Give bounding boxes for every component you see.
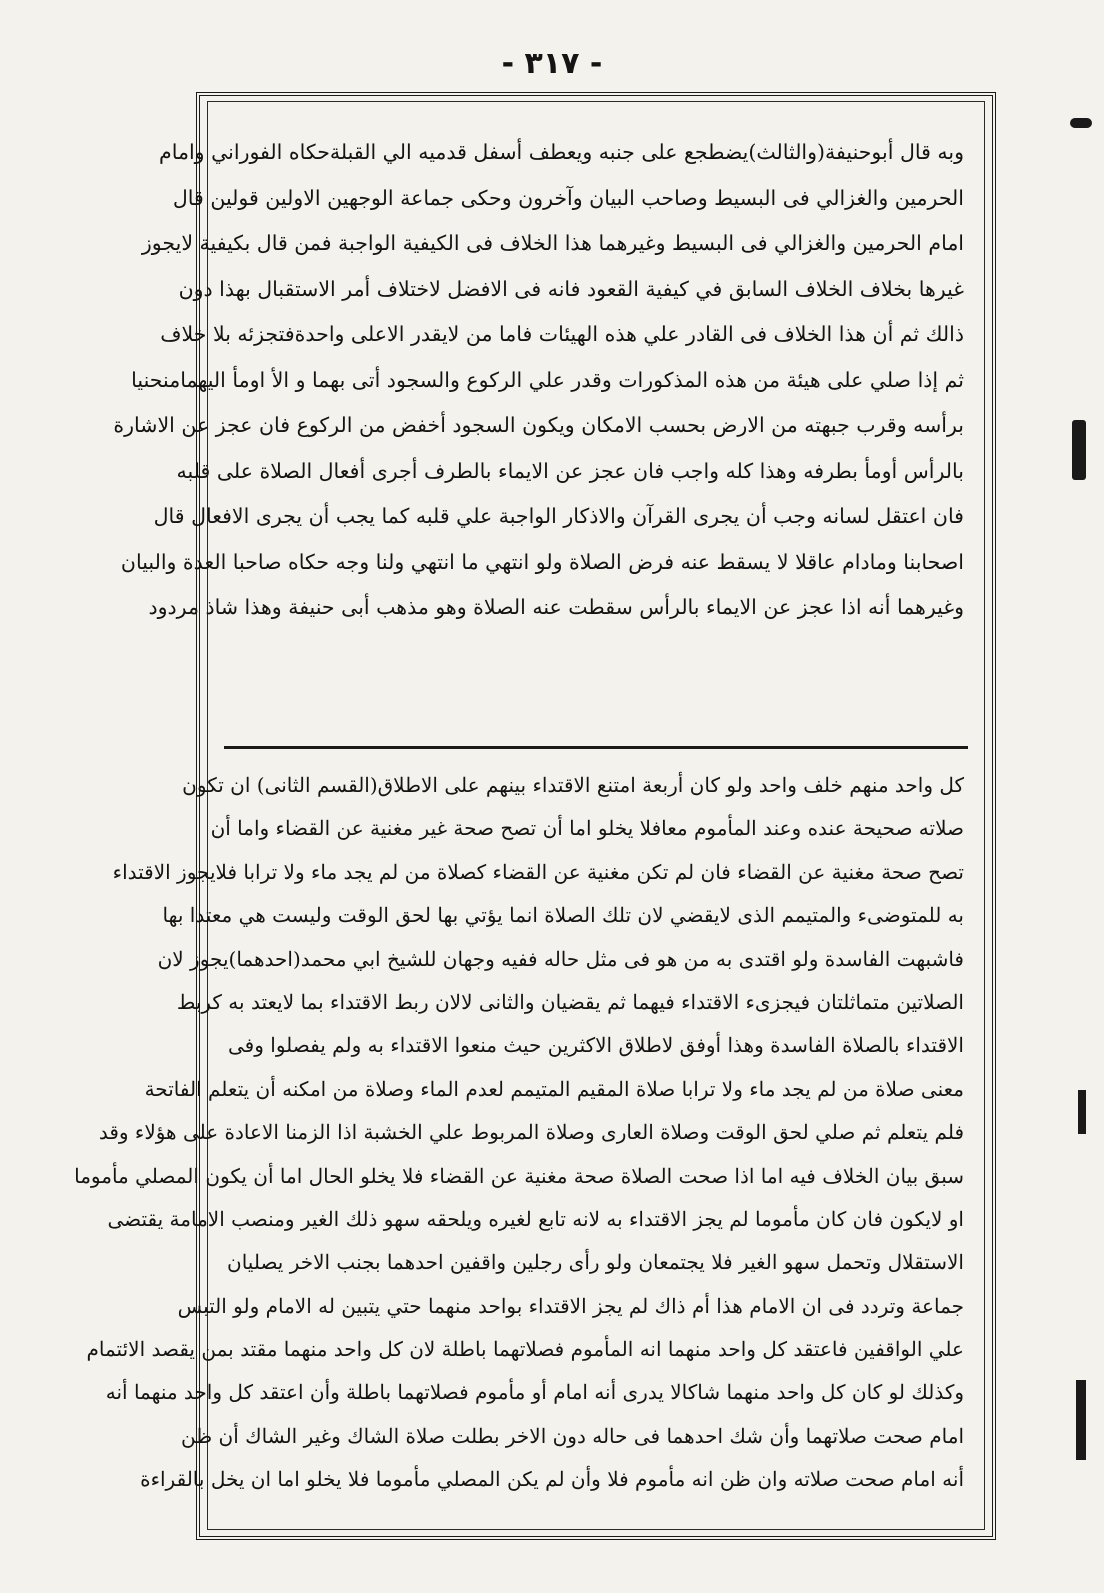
scan-artifact-mark xyxy=(1072,420,1086,480)
main-text-line: او لايكون فان كان مأموما لم يجز الاقتداء به لانه تابع لغيره ويلحقه سهو ذلك الغير ومنصب الامامة يقتضى xyxy=(107,1206,964,1231)
main-text-line: صلاته صحيحة عنده وعند المأموم معافلا يخلو اما أن تصح صحة غير مغنية عن القضاء واما أن xyxy=(210,816,964,841)
main-text-line: الاستقلال وتحمل سهو الغير فلا يجتمعان ولو رأى رجلين واقفين احدهما بجنب الاخر يصليان xyxy=(227,1250,964,1275)
scan-artifact-mark xyxy=(1070,118,1092,128)
main-text-line: أنه امام صحت صلاته وان ظن انه مأموم فلا وأن لم يكن المصلي مأموما فلا يخلو اما ان يخل بالقراءة xyxy=(140,1467,964,1492)
inner-frame xyxy=(74,101,985,1530)
main-text-line: كل واحد منهم خلف واحد ولو كان أربعة امتنع الاقتداء بينهم على الاطلاق(القسم الثانى) ان تكون xyxy=(182,773,964,797)
main-text-line: وكذلك لو كان كل واحد منهما شاكالا يدرى أنه امام أو مأموم فصلاتهما باطلة وأن اعتقد كل واحد منهما أنه xyxy=(105,1380,964,1405)
main-text-line: الاقتداء بالصلاة الفاسدة وهذا أوفق لاطلاق الاكثرين حيث منعوا الاقتداء به ولم يفصلوا وفى xyxy=(228,1033,964,1058)
main-text-line: جماعة وتردد فى ان الامام هذا أم ذاك لم يجز الاقتداء بواحد منهما حتي يتبين له الامام ولو التبس xyxy=(177,1293,964,1318)
commentary-line: فان اعتقل لسانه وجب أن يجرى القرآن والاذكار الواجبة علي قلبه كما يجب أن يجرى الافعال قال xyxy=(153,504,964,528)
section-divider xyxy=(224,746,968,749)
page-number: - ٣١٧ - xyxy=(501,46,603,81)
main-text-block xyxy=(74,764,964,1502)
main-text-line: به للمتوضىء والمتيمم الذى لايقضي لان تلك الصلاة انما يؤتي بها لحق الوقت وليست هي معتدا بها xyxy=(162,903,964,928)
commentary-line: ثم إذا صلي على هيئة من هذه المذكورات وقدر علي الركوع والسجود أتى بهما و الأ اومأ اليهمامنحنيا xyxy=(131,367,964,392)
page-frame xyxy=(74,92,996,1540)
main-text-line: معنى صلاة من لم يجد ماء ولا ترابا صلاة المقيم المتيمم لعدم الماء وصلاة من امكنه أن يتعلم الفاتحة xyxy=(144,1076,964,1101)
commentary-line: اصحابنا ومادام عاقلا لا يسقط عنه فرض الصلاة ولو انتهي ما انتهي ولنا وجه حكاه صاحبا العدة والبيان xyxy=(120,549,964,574)
commentary-line: غيرها بخلاف الخلاف السابق في كيفية القعود فانه فى الافضل لاختلاف أمر الاستقبال بهذا دون xyxy=(178,276,964,301)
commentary-line: بالرأس أومأ بطرفه وهذا كله واجب فان عجز عن الايماء بالطرف أجرى أفعال الصلاة على قلبه xyxy=(176,458,964,483)
commentary-line: ذالك ثم أن هذا الخلاف فى القادر علي هذه الهيئات فاما من لايقدر الاعلى واحدةفتجزئه بلا خلاف xyxy=(160,322,964,346)
main-text-line: فاشبهت الفاسدة ولو اقتدى به من هو فى مثل حاله ففيه وجهان للشيخ ابي محمد(احدهما)يجوز لان xyxy=(157,946,964,971)
main-text-line: الصلاتين متماثلتان فيجزىء الاقتداء فيهما ثم يقضيان والثانى لالان ربط الاقتداء بما لايعتد به كربط xyxy=(176,989,964,1014)
scan-artifact-mark xyxy=(1078,1090,1086,1134)
main-text-line: علي الواقفين فاعتقد كل واحد منهما انه المأموم فصلاتهما باطلة لان كل واحد منهما مقتد بمن يقصد الائتمام xyxy=(86,1337,964,1362)
commentary-line: وغيرهما أنه اذا عجز عن الايماء بالرأس سقطت عنه الصلاة وهو مذهب أبى حنيفة وهذا شاذ مردود xyxy=(148,595,964,619)
main-text-line: فلم يتعلم ثم صلي لحق الوقت وصلاة العارى وصلاة المربوط علي الخشبة اذا الزمنا الاعادة على هؤلاء وقد xyxy=(98,1120,964,1145)
commentary-line: وبه قال أبوحنيفة(والثالث)يضطجع على جنبه ويعطف أسفل قدميه الي القبلةحكاه الفوراني وامام xyxy=(159,140,964,164)
scan-artifact-mark xyxy=(1076,1380,1086,1460)
main-text-line: امام صحت صلاتهما وأن شك احدهما فى حاله دون الاخر بطلت صلاة الشاك وغير الشاك أن ظن xyxy=(181,1423,964,1448)
commentary-line: امام الحرمين والغزالي فى البسيط وغيرهما هذا الخلاف فى الكيفية الواجبة فمن قال بكيفية لايجوز xyxy=(141,231,964,255)
main-text-line: تصح صحة مغنية عن القضاء فان لم تكن مغنية عن القضاء كصلاة من لم يجد ماء ولا ترابا فلايجوز الاقتداء xyxy=(112,859,964,884)
commentary-line: برأسه وقرب جبهته من الارض بحسب الامكان ويكون السجود أخفض من الركوع فان عجز عن الاشارة xyxy=(113,413,964,437)
main-text-line: سبق بيان الخلاف فيه اما اذا صحت الصلاة صحة مغنية عن القضاء فلا يخلو الحال اما أن يكون المصلي مأموما xyxy=(74,1163,964,1188)
commentary-line: الحرمين والغزالي فى البسيط وصاحب البيان وآخرون وحكى جماعة الوجهين الاولين قولين قال xyxy=(172,185,964,210)
commentary-block xyxy=(113,130,964,631)
